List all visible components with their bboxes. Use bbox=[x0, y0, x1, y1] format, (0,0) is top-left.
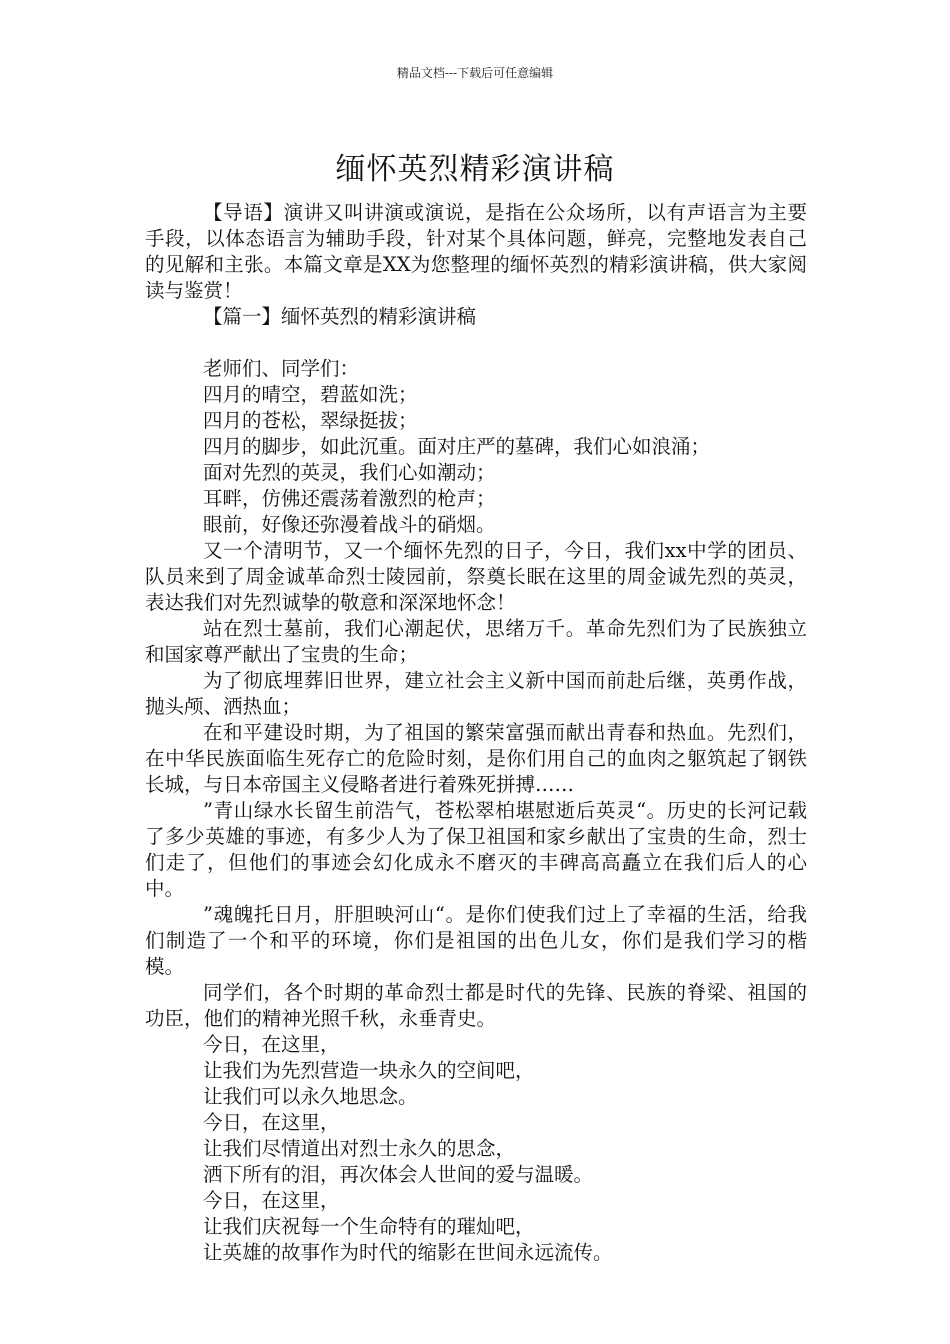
paragraph: 让我们为先烈营造一块永久的空间吧， bbox=[203, 1059, 535, 1082]
paragraph: 为了彻底埋葬旧世界，建立社会主义新中国而前赴后继，英勇作战，抛头颅、洒热血； bbox=[145, 669, 807, 718]
paragraph: 让英雄的故事作为时代的缩影在世间永远流传。 bbox=[203, 1241, 613, 1264]
paragraph: 面对先烈的英灵，我们心如潮动； bbox=[203, 461, 496, 484]
paragraph: 站在烈士墓前，我们心潮起伏，思绪万千。革命先烈们为了民族独立和国家尊严献出了宝贵的生命； bbox=[145, 617, 807, 666]
paragraph-section-heading: 【篇一】缅怀英烈的精彩演讲稿 bbox=[203, 305, 477, 328]
paragraph: 今日，在这里， bbox=[203, 1189, 340, 1212]
paragraph: 在和平建设时期，为了祖国的繁荣富强而献出青春和热血。先烈们，在中华民族面临生死存亡的危险时刻，是你们用自己的血肉之躯筑起了钢铁长城，与日本帝国主义侵略者进行着殊死拼搏…… bbox=[145, 721, 807, 796]
paragraph: 洒下所有的泪，再次体会人世间的爱与温暖。 bbox=[203, 1163, 594, 1186]
paragraph-intro: 【导语】演讲又叫讲演或演说，是指在公众场所，以有声语言为主要手段，以体态语言为辅助手段，针对某个具体问题，鲜亮，完整地发表自己的见解和主张。本篇文章是XX为您整理的缅怀英烈的精彩演讲稿，供大家阅读与鉴赏！ bbox=[145, 201, 807, 302]
paragraph: 四月的苍松，翠绿挺拔； bbox=[203, 409, 418, 432]
paragraph: ”魂魄托日月，肝胆映河山“。是你们使我们过上了幸福的生活，给我们制造了一个和平的环境，你们是祖国的出色儿女，你们是我们学习的楷模。 bbox=[145, 903, 807, 978]
paragraph: 又一个清明节，又一个缅怀先烈的日子，今日，我们xx中学的团员、队员来到了周金诚革命烈士陵园前，祭奠长眠在这里的周金诚先烈的英灵，表达我们对先烈诚挚的敬意和深深地怀念！ bbox=[145, 539, 807, 614]
paragraph: 让我们尽情道出对烈士永久的思念， bbox=[203, 1137, 516, 1160]
paragraph: 让我们可以永久地思念。 bbox=[203, 1085, 418, 1108]
paragraph: 同学们，各个时期的革命烈士都是时代的先锋、民族的脊梁、祖国的功臣，他们的精神光照千秋，永垂青史。 bbox=[145, 981, 807, 1030]
body-text bbox=[145, 200, 807, 1266]
page-title: 缅怀英烈精彩演讲稿 bbox=[335, 152, 615, 188]
paragraph: 让我们庆祝每一个生命特有的璀灿吧， bbox=[203, 1215, 535, 1238]
paragraph: 今日，在这里， bbox=[203, 1033, 340, 1056]
paragraph: 四月的晴空，碧蓝如洗； bbox=[203, 383, 418, 406]
header-note: 精品文档---下载后可任意编辑 bbox=[396, 66, 554, 80]
paragraph: 耳畔，仿佛还震荡着激烈的枪声； bbox=[203, 487, 496, 510]
blank-line bbox=[145, 330, 807, 356]
paragraph: 今日，在这里， bbox=[203, 1111, 340, 1134]
paragraph: ”青山绿水长留生前浩气，苍松翠柏堪慰逝后英灵“。历史的长河记载了多少英雄的事迹，有多少人为了保卫祖国和家乡献出了宝贵的生命，烈士们走了，但他们的事迹会幻化成永不磨灭的丰碑高高矗立在我们后人的心中。 bbox=[145, 799, 807, 900]
paragraph: 眼前，好像还弥漫着战斗的硝烟。 bbox=[203, 513, 496, 536]
paragraph-greeting: 老师们、同学们： bbox=[203, 357, 360, 380]
paragraph: 四月的脚步，如此沉重。面对庄严的墓碑，我们心如浪涌； bbox=[203, 435, 711, 458]
